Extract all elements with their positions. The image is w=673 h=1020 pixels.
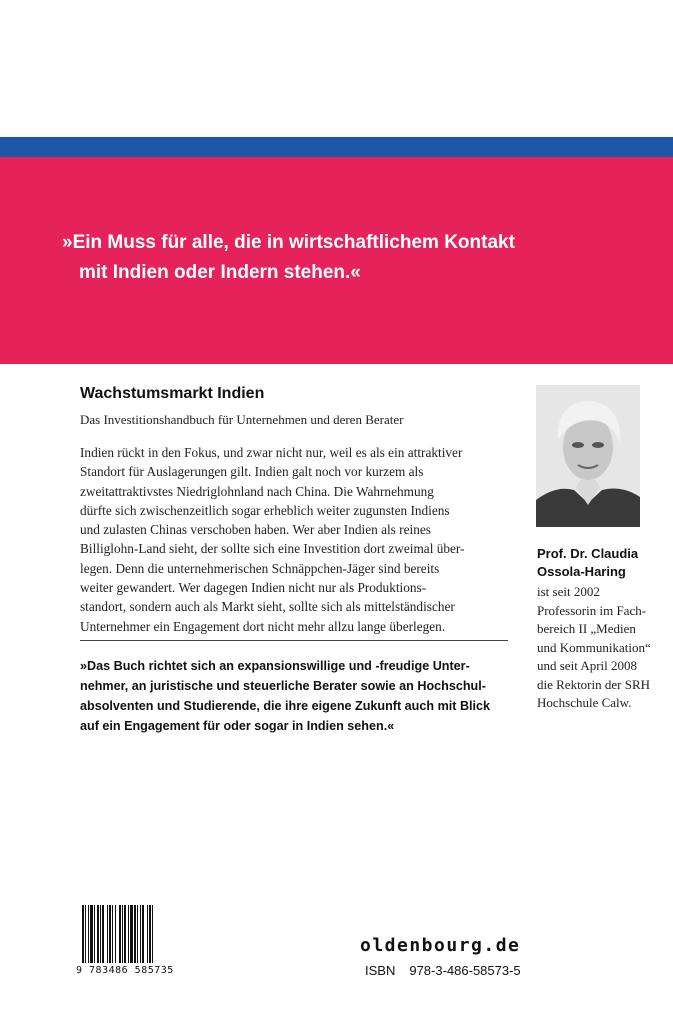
banner-quote-line: »Ein Muss für alle, die in wirtschaftlichem Kontakt: [62, 232, 515, 253]
blue-stripe: [0, 137, 673, 157]
barcode-bar: [130, 905, 133, 963]
barcode-bar: [119, 905, 121, 963]
author-bio-line: bereich II „Medien: [537, 621, 636, 636]
book-title: Wachstumsmarkt Indien: [80, 385, 265, 402]
description-line: Billiglohn-Land sieht, der sollte sich eine Investition dort zweimal über-: [80, 541, 465, 557]
divider: [80, 640, 508, 641]
book-subtitle: Das Investitionshandbuch für Unternehmen und deren Berater: [80, 412, 404, 427]
description-line: dürfte sich zwischenzeitlich sogar erheblich weiter zugunsten Indiens: [80, 502, 450, 518]
pull-quote-line: auf ein Engagement für oder sogar in Indien sehen.«: [80, 719, 395, 733]
description-line: Indien rückt in den Fokus, und zwar nicht nur, weil es als ein attraktiver: [80, 445, 463, 460]
barcode-bar: [90, 905, 93, 963]
barcode-bar: [147, 905, 148, 963]
banner-quote: [62, 228, 622, 288]
author-bio: [537, 583, 651, 713]
author-name-line: Prof. Dr. Claudia: [537, 546, 639, 561]
banner-quote-line: mit Indien oder Indern stehen.«: [79, 262, 361, 283]
author-bio-line: ist seit 2002: [537, 584, 600, 599]
barcode-bar: [122, 905, 123, 963]
book-description: [80, 443, 520, 636]
barcode-bar: [85, 905, 86, 963]
barcode-bar: [128, 905, 129, 963]
barcode-bar: [140, 905, 141, 963]
description-line: weiter gewandert. Wer dagegen Indien nicht nur als Produktions-: [80, 580, 427, 596]
pull-quote-line: »Das Buch richtet sich an expansionswillige und -freudige Unter-: [80, 659, 470, 673]
author-portrait-image: [536, 385, 640, 527]
barcode-bar: [152, 905, 153, 963]
barcode-bar: [124, 905, 126, 963]
barcode-bar: [149, 905, 151, 963]
author-bio-line: und seit April 2008: [537, 658, 638, 673]
author-bio-line: und Kommunikation“: [537, 639, 651, 655]
pull-quote-line: absolventen und Studierende, die ihre eigene Zukunft auch mit Blick: [80, 699, 491, 713]
pull-quote: [80, 656, 520, 736]
description-line: und zulasten Chinas verschoben haben. Wer aber Indien als reines: [80, 522, 431, 538]
description-line: legen. Denn die unternehmerischen Schnäppchen-Jäger sind bereits: [80, 560, 440, 576]
barcode: [80, 905, 200, 967]
author-photo: [536, 385, 640, 527]
barcode-bar: [115, 905, 116, 963]
isbn-label: ISBN: [365, 963, 396, 978]
description-line: standort, sondern auch als Markt sieht, sollte sich als mittelständischer: [80, 599, 455, 615]
description-line: Unternehmer ein Engagement dort nicht mehr allzu lange überlegen.: [80, 618, 446, 634]
barcode-bar: [82, 905, 84, 963]
author-name: [537, 545, 638, 581]
barcode-bar: [109, 905, 111, 963]
barcode-bar: [88, 905, 89, 963]
author-bio-line: Professorin im Fach-: [537, 602, 647, 618]
barcode-bar: [102, 905, 104, 963]
author-name-line: Ossola-Haring: [537, 564, 626, 579]
isbn-number: 978-3-486-58573-5: [409, 963, 521, 978]
barcode-bar: [107, 905, 108, 963]
barcode-bar: [100, 905, 101, 963]
description-line: zweitattraktivstes Niedriglohnland nach China. Die Wahrnehmung: [80, 483, 434, 499]
barcode-bar: [112, 905, 113, 963]
barcode-bar: [134, 905, 136, 963]
barcode-bar: [94, 905, 95, 963]
description-line: Standort für Auslagerungen gilt. Indien galt noch vor kurzem als: [80, 464, 424, 480]
barcode-bar: [137, 905, 138, 963]
barcode-bar: [142, 905, 144, 963]
pull-quote-line: nehmer, an juristische und steuerliche Berater sowie an Hochschul-: [80, 679, 486, 693]
barcode-bar: [97, 905, 99, 963]
author-bio-line: Hochschule Calw.: [537, 695, 632, 710]
author-bio-line: die Rektorin der SRH: [537, 676, 651, 692]
publisher-url: oldenbourg.de: [360, 935, 521, 956]
isbn: [365, 963, 521, 978]
barcode-number: 9 783486 585735: [76, 965, 174, 976]
